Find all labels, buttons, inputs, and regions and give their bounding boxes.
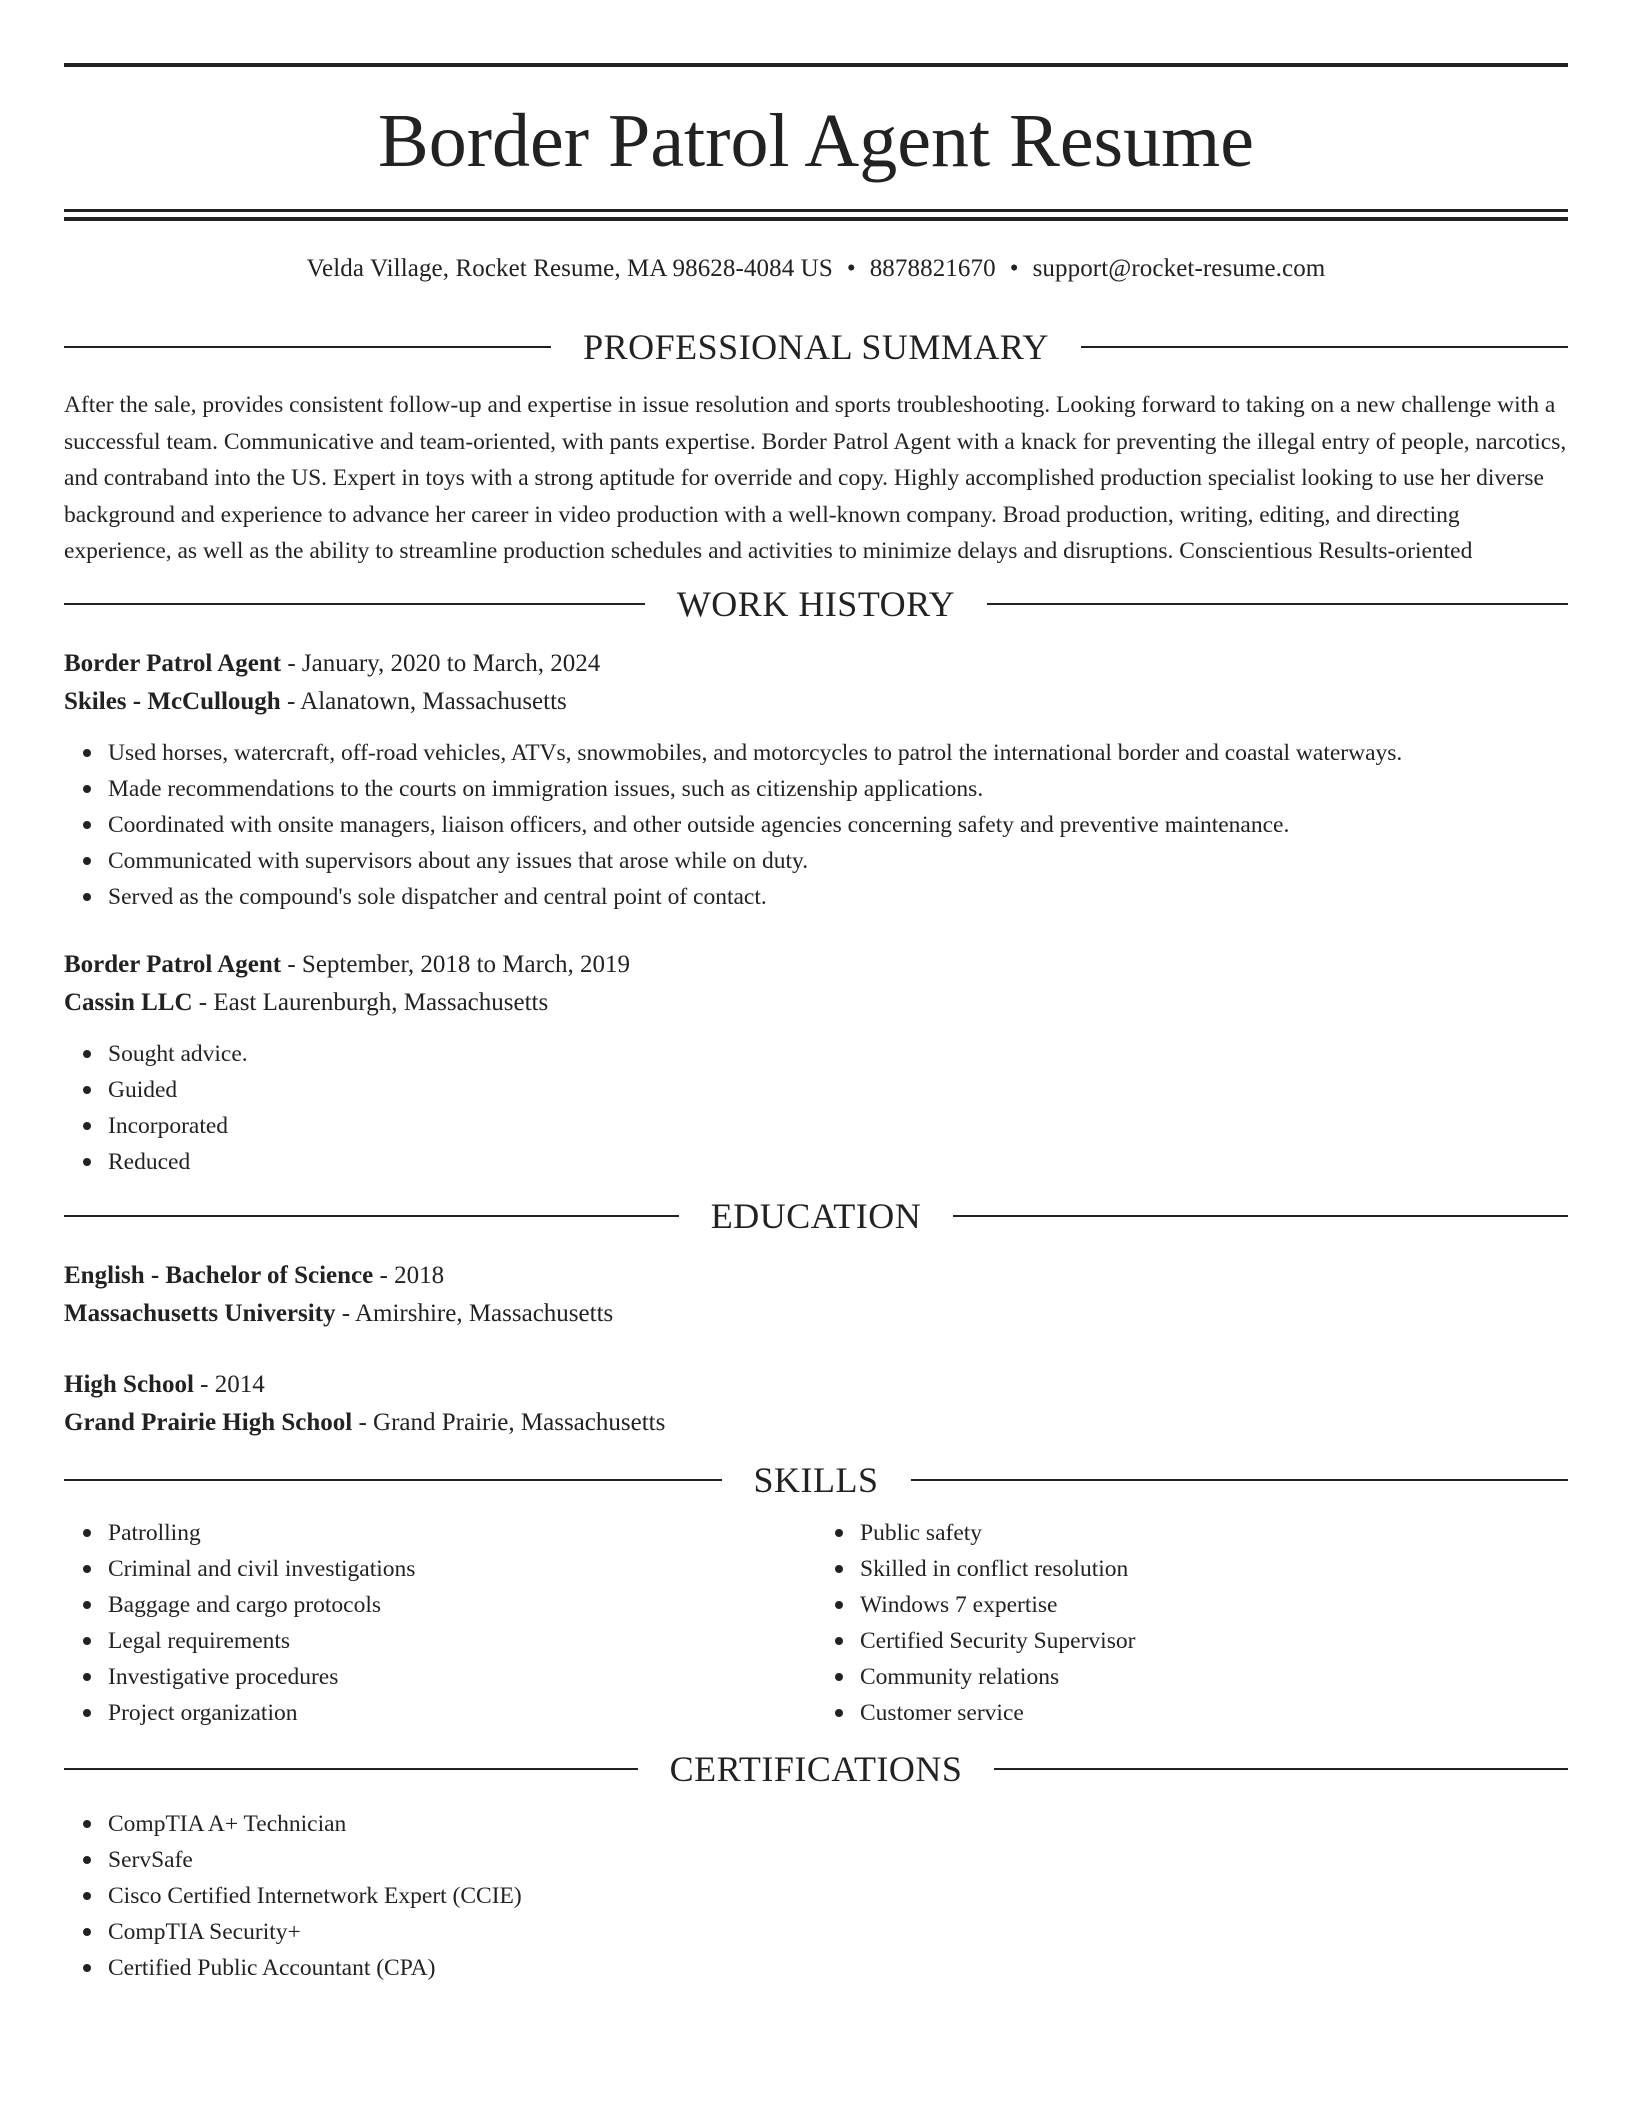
school-name: Massachusetts University xyxy=(64,1299,336,1327)
education-heading: EDUCATION xyxy=(710,1195,922,1236)
contact-separator: • xyxy=(1009,255,1019,282)
heading-rule-right xyxy=(911,1479,1569,1481)
school-line xyxy=(64,1404,1568,1442)
skills-section-heading xyxy=(64,1456,1568,1504)
school-location: - Grand Prairie, Massachusetts xyxy=(352,1408,666,1436)
job-company-line xyxy=(64,683,1568,721)
list-item: Certified Public Accountant (CPA) xyxy=(108,1950,1568,1986)
list-item: Patrolling xyxy=(108,1515,816,1551)
certifications-section-heading xyxy=(64,1745,1568,1793)
list-item: Cisco Certified Internetwork Expert (CCIE) xyxy=(108,1878,1568,1914)
job-location: - Alanatown, Massachusetts xyxy=(280,687,567,715)
list-item: Windows 7 expertise xyxy=(860,1587,1568,1623)
job-title-line xyxy=(64,645,1568,683)
degree-line xyxy=(64,1257,1568,1295)
school-name: Grand Prairie High School xyxy=(64,1408,353,1436)
school-location: - Amirshire, Massachusetts xyxy=(335,1299,614,1327)
list-item: CompTIA A+ Technician xyxy=(108,1806,1568,1842)
list-item: Baggage and cargo protocols xyxy=(108,1587,816,1623)
list-item: Made recommendations to the courts on immigration issues, such as citizenship applications. xyxy=(108,771,1568,807)
list-item: Incorporated xyxy=(108,1108,1568,1144)
heading-rule-right xyxy=(994,1768,1568,1770)
job-bullets xyxy=(64,735,1568,915)
list-item: Coordinated with onsite managers, liaison officers, and other outside agencies concerning safety and preventive maintenance. xyxy=(108,807,1568,843)
list-item: CompTIA Security+ xyxy=(108,1914,1568,1950)
heading-rule-left xyxy=(64,1479,722,1481)
skills-grid xyxy=(64,1515,1568,1731)
heading-rule-left xyxy=(64,603,645,605)
list-item: Guided xyxy=(108,1072,1568,1108)
degree: High School xyxy=(64,1370,194,1398)
contact-address: Velda Village, Rocket Resume, MA 98628-4084 US xyxy=(306,255,833,282)
list-item: Served as the compound's sole dispatcher and central point of contact. xyxy=(108,879,1568,915)
education-entry xyxy=(64,1366,1568,1442)
heading-rule-right xyxy=(987,603,1568,605)
title-double-rule xyxy=(64,209,1568,221)
list-item: Public safety xyxy=(860,1515,1568,1551)
top-rule xyxy=(64,63,1568,67)
list-item: Legal requirements xyxy=(108,1623,816,1659)
education-entry xyxy=(64,1257,1568,1333)
heading-rule-left xyxy=(64,1215,679,1217)
education-section-heading xyxy=(64,1192,1568,1240)
contact-email: support@rocket-resume.com xyxy=(1032,255,1326,282)
list-item: Skilled in conflict resolution xyxy=(860,1551,1568,1587)
summary-heading: PROFESSIONAL SUMMARY xyxy=(583,327,1049,367)
list-item: Communicated with supervisors about any issues that arose while on duty. xyxy=(108,843,1568,879)
degree-line xyxy=(64,1366,1568,1404)
page-title: Border Patrol Agent Resume xyxy=(378,99,1254,183)
job-entry xyxy=(64,645,1568,915)
degree: English - Bachelor of Science xyxy=(64,1261,374,1289)
skills-list-right xyxy=(816,1515,1568,1731)
heading-rule-left xyxy=(64,1768,638,1770)
job-dates: - January, 2020 to March, 2024 xyxy=(281,649,601,677)
heading-rule-left xyxy=(64,346,551,348)
list-item: Reduced xyxy=(108,1144,1568,1180)
school-line xyxy=(64,1295,1568,1333)
job-location: - East Laurenburgh, Massachusetts xyxy=(192,988,549,1016)
contact-phone: 8878821670 xyxy=(869,255,996,282)
skills-heading: SKILLS xyxy=(753,1459,879,1500)
list-item: ServSafe xyxy=(108,1842,1568,1878)
heading-rule-right xyxy=(1081,346,1568,348)
list-item: Investigative procedures xyxy=(108,1659,816,1695)
summary-text: After the sale, provides consistent follow-up and expertise in issue resolution and sports troubleshooting. Looking forward to taking on a new challenge with a successful team. Communicative and team-oriented, with pants expertise. Border Patrol Agent with a knack for preventing the illegal entry of people, narcotics, and contraband into the US. Expert in toys with a strong aptitude for override and copy. Highly accomplished production specialist looking to use her diverse background and experience to advance her career in video production with a well-known company. Broad production, writing, editing, and directing experience, as well as the ability to streamline production schedules and activities to minimize delays and disruptions. Conscientious Results-oriented xyxy=(64,392,1567,564)
list-item: Community relations xyxy=(860,1659,1568,1695)
list-item: Sought advice. xyxy=(108,1036,1568,1072)
job-dates: - September, 2018 to March, 2019 xyxy=(281,950,631,978)
certifications-heading: CERTIFICATIONS xyxy=(669,1748,963,1789)
degree-year: - 2018 xyxy=(373,1261,445,1289)
job-entry xyxy=(64,946,1568,1180)
certifications-list xyxy=(64,1806,1568,1986)
list-item: Used horses, watercraft, off-road vehicles, ATVs, snowmobiles, and motorcycles to patrol the international border and coastal waterways. xyxy=(108,735,1568,771)
work-heading: WORK HISTORY xyxy=(676,583,956,624)
heading-rule-right xyxy=(953,1215,1568,1217)
resume-page xyxy=(64,0,1568,1986)
job-title-line xyxy=(64,946,1568,984)
job-company: Skiles - McCullough xyxy=(64,687,281,715)
summary-section-heading xyxy=(64,323,1568,371)
degree-year: - 2014 xyxy=(193,1370,265,1398)
job-company: Cassin LLC xyxy=(64,988,193,1016)
job-title: Border Patrol Agent xyxy=(64,950,282,978)
work-section-heading xyxy=(64,580,1568,628)
skills-list-left xyxy=(64,1515,816,1731)
job-title: Border Patrol Agent xyxy=(64,649,282,677)
list-item: Project organization xyxy=(108,1695,816,1731)
list-item: Customer service xyxy=(860,1695,1568,1731)
contact-separator: • xyxy=(846,255,856,282)
list-item: Criminal and civil investigations xyxy=(108,1551,816,1587)
job-company-line xyxy=(64,984,1568,1022)
list-item: Certified Security Supervisor xyxy=(860,1623,1568,1659)
job-bullets xyxy=(64,1036,1568,1180)
contact-line xyxy=(64,255,1568,295)
